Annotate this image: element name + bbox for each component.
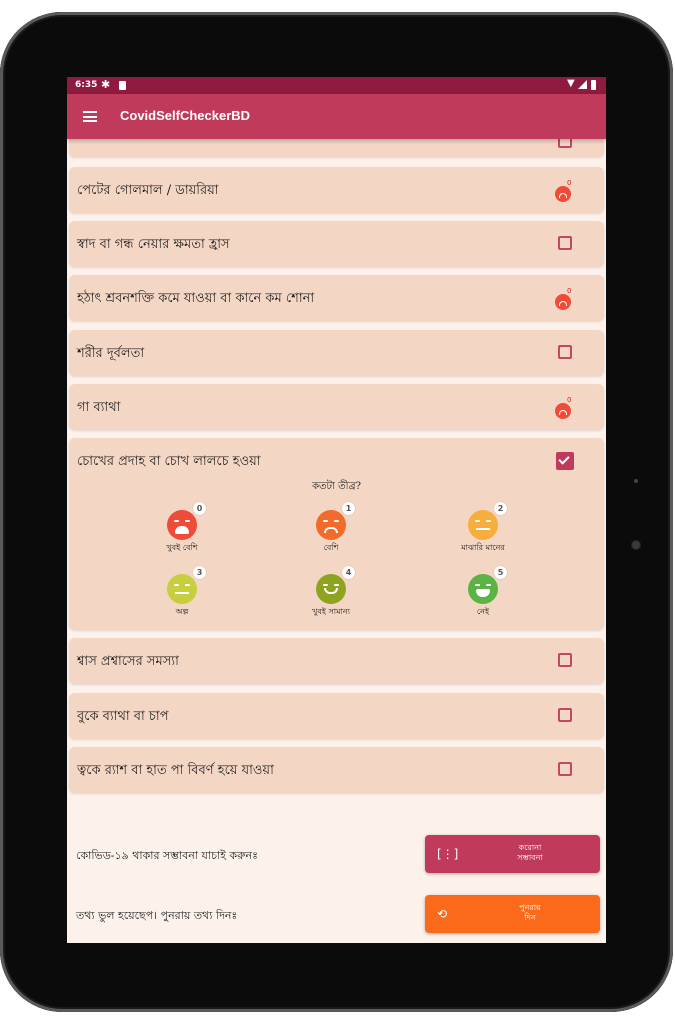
neutral-face-icon [468,504,504,540]
sad-face-icon [316,504,352,540]
symptom-checkbox[interactable] [558,708,572,722]
symptom-label: চোখের প্রদাহ বা চোখ লালচে হওয়া [77,454,261,469]
severity-option-label: নেই [476,607,490,616]
severity-option-label: অল্প [175,607,189,616]
symptom-card[interactable] [69,330,604,376]
severity-option[interactable] [443,568,523,619]
signal-icon [578,80,587,89]
severity-option[interactable] [142,504,222,555]
severity-option-label: বেশি [323,543,339,552]
app-bar [67,94,606,139]
wifi-icon: ▼ [567,78,575,89]
severity-number: 1 [342,502,355,515]
refresh-icon: ⟲ [437,907,448,921]
severity-option[interactable] [291,568,371,619]
app-title: CovidSelfCheckerBD [120,108,251,123]
check-probability-button[interactable] [425,835,600,873]
symptom-checkbox[interactable] [558,236,572,250]
severity-option-label: খুবই সামান্য [312,607,350,616]
symptom-card-expanded[interactable] [69,438,604,630]
severity-number: 2 [494,502,507,515]
settings-notification-icon: ✱ [101,78,111,91]
slight-face-icon [167,568,203,604]
symptom-label: শ্বাস প্রশ্বাসের সমস্যা [77,654,179,669]
reset-button[interactable] [425,895,600,933]
app-screen [67,77,606,943]
severity-indicator-icon[interactable] [555,287,572,310]
symptom-label: স্বাদ বা গন্ধ নেয়ার ক্ষমতা হ্রাস [77,237,230,252]
symptom-label: ত্বকে র‍্যাশ বা হাত পা বিবর্ণ হয়ে যাওয়া [77,763,274,778]
reset-info-text: তথ্য ভুল হয়েছেপ। পুনরায় তথ্য দিনঃ [76,909,238,922]
checklist-icon: [⋮] [437,847,459,861]
symptom-checkbox-checked[interactable] [556,452,574,470]
symptom-label: গা ব্যাথা [77,400,121,415]
very-sad-face-icon [167,504,203,540]
severity-option[interactable] [142,568,222,619]
symptom-label: বুকে ব্যাথা বা চাপ [77,709,169,724]
symptom-card[interactable] [69,384,604,430]
symptom-checkbox[interactable] [558,345,572,359]
symptom-card[interactable] [69,167,604,213]
symptom-checkbox[interactable] [558,653,572,667]
smile-face-icon [316,568,352,604]
reset-button-line1: পুনরায় [519,903,541,912]
status-time: 6:35 [75,80,98,90]
severity-question: কতটা তীব্র? [312,481,361,492]
symptom-card[interactable] [69,275,604,321]
symptom-label: পেটের গোলমাল / ডায়রিয়া [77,183,219,198]
symptom-label: হঠাৎ শ্রবনশক্তি কমে যাওয়া বা কানে কম শোনা [77,291,315,306]
severity-option[interactable] [443,504,523,555]
severity-number: 5 [494,566,507,579]
status-bar [67,77,606,94]
hamburger-menu-icon[interactable] [83,111,97,122]
severity-option[interactable] [291,504,371,555]
symptom-card[interactable] [69,638,604,684]
front-camera [632,541,640,549]
battery-icon [591,80,596,90]
reset-button-line2: দিন [524,913,536,922]
symptom-card[interactable] [69,747,604,793]
severity-badge: 0 [567,179,572,187]
happy-face-icon [468,568,504,604]
severity-number: 0 [193,502,206,515]
severity-number: 3 [193,566,206,579]
symptom-label: শরীর দূর্বলতা [77,346,145,361]
check-button-line1: করোনা [518,843,542,852]
severity-option-label: খুবই বেশি [166,543,198,552]
severity-badge: 0 [567,287,572,295]
severity-indicator-icon[interactable] [555,179,572,202]
check-probability-text: কোভিড-১৯ থাকার সম্ভাবনা যাচাই করুনঃ [76,849,258,862]
severity-number: 4 [342,566,355,579]
sd-card-icon [119,81,126,90]
symptom-checkbox[interactable] [558,762,572,776]
severity-badge: 0 [567,396,572,404]
severity-option-label: মাঝারি মানের [461,543,505,552]
severity-indicator-icon[interactable] [555,396,572,419]
proximity-sensor [634,479,638,483]
check-button-line2: সম্ভাবনা [517,853,543,862]
symptom-card[interactable] [69,221,604,267]
symptom-card[interactable] [69,693,604,739]
